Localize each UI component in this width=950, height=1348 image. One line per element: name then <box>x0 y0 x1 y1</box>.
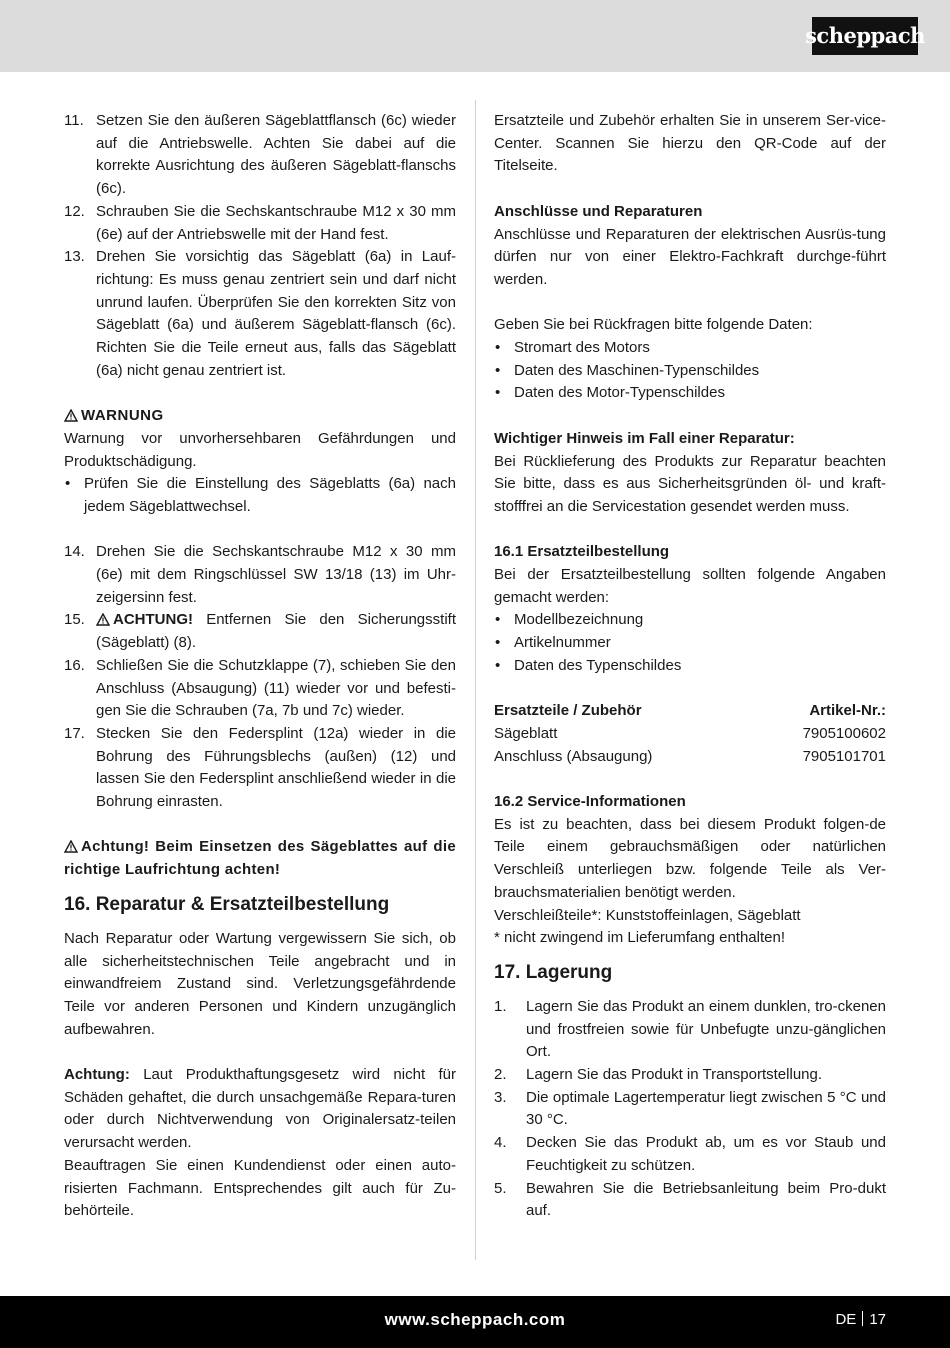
table-row: Sägeblatt 7905100602 <box>494 724 886 742</box>
warning-triangle-icon <box>64 405 78 428</box>
list-item: 1. Lagern Sie das Produkt an einem dunklen, tro-ckenen und frostfreien sowie für Unbefugte unzu-gänglichen Ort. <box>494 997 886 1061</box>
list-item: 11. Setzen Sie den äußeren Sägeblattflansch (6c) wieder auf die Antriebswelle. Achten Sie dabei auf die korrekte Ausrichtung des äußeren Sägeblatt-flanschs (6c). <box>64 112 456 198</box>
left-column <box>64 110 456 1223</box>
warning-triangle-icon <box>64 836 78 859</box>
list-item: 13. Drehen Sie vorsichtig das Sägeblatt (6a) in Lauf-richtung: Es muss genau zentriert sein und darf nicht unrund laufen. Überprüfen Sie den korrekten Sitz von Sägeblatt (6a) und äußerem Sägeblatt-flansch (6c). Richten Sie die Teile erneut aus, falls das Sägeblatt (6a) nicht genau zentriert ist. <box>64 248 456 379</box>
list-item: 15. ACHTUNG! Entfernen Sie den Sicherungsstift (Sägeblatt) (8). <box>64 611 456 652</box>
storage-steps <box>494 996 886 1223</box>
assembly-steps-a <box>64 110 456 382</box>
table-header-row: Ersatzteile / Zubehör Artikel-Nr.: <box>494 702 886 720</box>
spare-order-list <box>494 609 886 677</box>
list-item: • Modellbezeichnung <box>495 611 644 629</box>
list-item: 2. Lagern Sie das Produkt in Transportstellung. <box>494 1066 823 1084</box>
list-item: • Artikelnummer <box>495 634 611 652</box>
delivery-note: * nicht zwingend im Lieferumfang enthalten! <box>494 929 786 947</box>
list-item: 4. Decken Sie das Produkt ab, um es vor Staub und Feuchtigkeit zu schützen. <box>494 1134 886 1174</box>
brand-logo: scheppach <box>812 17 918 55</box>
right-column <box>494 110 886 1223</box>
table-row: Anschluss (Absaugung) 7905101701 <box>494 747 886 765</box>
service-info-title: 16.2 Service-Informationen <box>494 793 686 810</box>
inquiry-list <box>494 337 886 405</box>
website-link[interactable]: www.scheppach.com <box>384 1310 566 1329</box>
connections-text: Anschlüsse und Reparaturen der elektrischen Ausrüs-tung dürfen nur von einer Elektro-Fachkraft durchge-führt werden. <box>494 225 886 288</box>
parts-table <box>494 700 886 768</box>
wear-parts: Verschleißteile*: Kunststoffeinlagen, Sägeblatt <box>494 906 801 924</box>
list-item: 14. Drehen Sie die Sechskantschraube M12 x 30 mm (6e) mit dem Ringschlüssel SW 13/18 (13) im Uhr-zeigersinn fest. <box>64 543 456 606</box>
service-paragraph: Beauftragen Sie einen Kundendienst oder einen auto-risierten Fachmann. Entsprechendes gilt auch für Zu-behörteile. <box>64 1156 456 1220</box>
intro-paragraph: Ersatzteile und Zubehör erhalten Sie in unserem Ser-vice-Center. Scannen Sie hierzu den QR-Code auf der Titelseite. <box>494 112 886 175</box>
connections-title: Anschlüsse und Reparaturen <box>494 202 703 220</box>
list-item: 17. Stecken Sie den Federsplint (12a) wieder in die Bohrung des Führungsblechs (außen) (12) und lassen Sie den Federsplint anschließend wieder in die Bohrung einrasten. <box>64 724 456 811</box>
section-16-paragraph: Nach Reparatur oder Wartung vergewissern Sie sich, ob alle sicherheitstechnischen Teile angebracht und in einwandfreiem Zustand sind. Verletzungsgefährdende Teile vor anderen Personen und Kindern unzugänglich aufbewahren. <box>64 929 456 1038</box>
spare-order-text: Bei der Ersatzteilbestellung sollten folgende Angaben gemacht werden: <box>494 566 886 606</box>
spare-order-title: 16.1 Ersatzteilbestellung <box>494 543 670 561</box>
warning-block <box>64 405 456 519</box>
repair-note-title: Wichtiger Hinweis im Fall einer Reparatur: <box>494 429 795 447</box>
list-item: 5. Bewahren Sie die Betriebsanleitung beim Pro-dukt auf. <box>494 1179 886 1220</box>
list-item: 16. Schließen Sie die Schutzklappe (7), schieben Sie den Anschluss (Absaugung) (11) wieder vor und befesti-gen Sie die Schrauben (7a, 7b und 7c) wieder. <box>64 656 456 720</box>
section-16-title: 16. Reparatur & Ersatzteilbestellung <box>64 893 390 915</box>
page-header <box>0 0 950 72</box>
repair-note-text: Bei Rücklieferung des Produkts zur Reparatur beachten Sie bitte, dass es aus Sicherheitsgründen öl- und kraft-stofffrei an die Servicestation gesendet werden muss. <box>494 452 886 515</box>
service-info-text: Es ist zu beachten, dass bei diesem Produkt folgen-de Teile einem gebrauchsmäßigen oder natürlichen Verschleiß unterliegen bzw. folgende Teile als Ver-brauchsmaterialien benötigt werden. <box>494 815 886 901</box>
list-item: • Daten des Typenschildes <box>495 656 682 674</box>
list-item: 12. Schrauben Sie die Sechskantschraube M12 x 30 mm (6e) auf der Antriebswelle mit der Hand fest. <box>64 202 456 243</box>
page-number: DE 17 <box>835 1311 886 1328</box>
warning-triangle-icon <box>96 609 110 632</box>
warning-text: Warnung vor unvorhersehbaren Gefährdungen und Produktschädigung. <box>64 429 456 470</box>
caution-note: Achtung! Beim Einsetzen des Sägeblattes auf die richtige Laufrichtung achten! <box>64 838 456 879</box>
section-17-title: 17. Lagerung <box>494 961 613 983</box>
assembly-steps-b <box>64 541 456 813</box>
list-item: • Daten des Maschinen-Typenschildes <box>495 361 760 379</box>
warning-title: WARNUNG <box>81 407 164 425</box>
list-item: • Prüfen Sie die Einstellung des Sägeblatts (6a) nach jedem Sägeblattwechsel. <box>65 475 456 515</box>
column-divider <box>475 100 476 1260</box>
page-footer <box>0 1296 950 1348</box>
inquiry-text: Geben Sie bei Rückfragen bitte folgende Daten: <box>494 316 813 334</box>
list-item: • Daten des Motor-Typenschildes <box>495 384 725 402</box>
list-item: 3. Die optimale Lagertemperatur liegt zwischen 5 °C und 30 °C. <box>494 1088 886 1129</box>
list-item: • Stromart des Motors <box>495 339 650 356</box>
liability-note: Achtung: Laut Produkthaftungsgesetz wird nicht für Schäden gehaftet, die durch unsachgemäße Repara-turen oder durch Nichtverwendung von Originalersatz-teilen verursacht werden. <box>64 1066 456 1152</box>
